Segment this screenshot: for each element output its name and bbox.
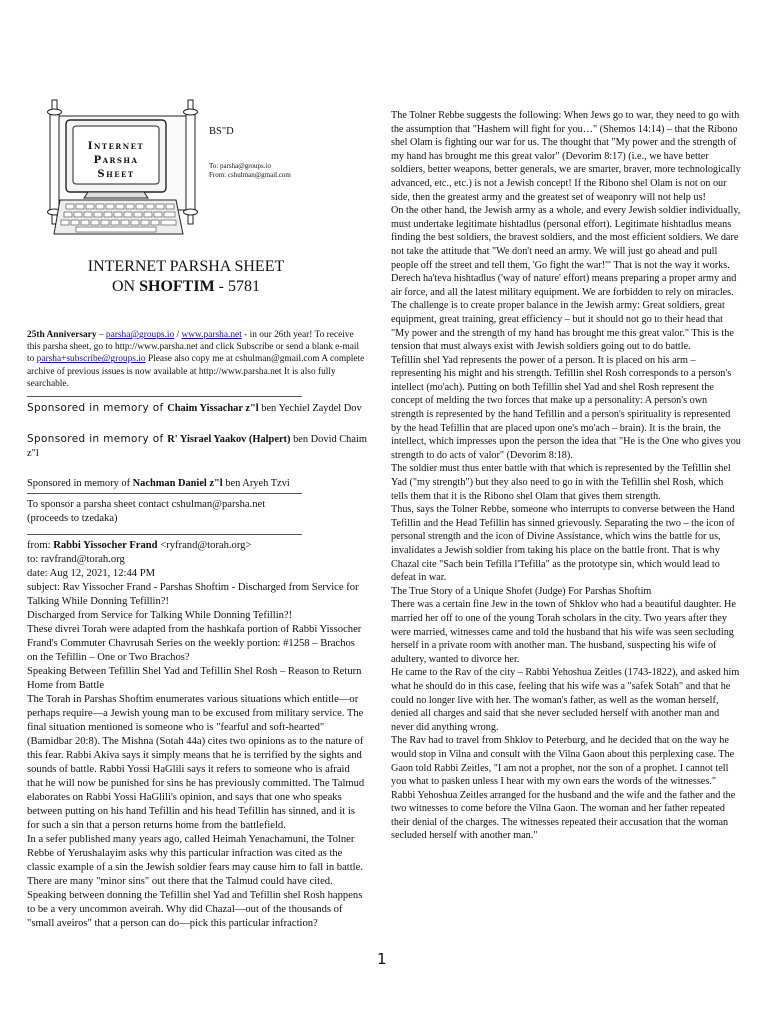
sponsor-1-post: ben Yechiel Zaydel Dov	[258, 403, 362, 415]
divider	[27, 534, 302, 535]
page-number: 1	[377, 950, 387, 968]
divider	[27, 493, 302, 494]
right-paragraph: Tefillin shel Yad represents the power of a person. It is placed on his arm – representing his might and his strength. Tefillin shel Rosh corresponds to a person's intellect (mo'ach). Putting on both Tefillin shel Yad and shel Rosh represent the concept of melding the two forces that make up a personality: A person's own strength is represented by the hand Tefillin and a person's spirituality is represented by the head Tefillin that are placed upon one's mo'ach – brain). It is the brain, the intellect, which impresses upon the person the idea that "He is the One who gives you strength to do acts of valor" (Devorim 8:18).	[391, 354, 741, 461]
proceeds-note: (proceeds to tzedaka)	[27, 513, 118, 525]
title-line-2	[27, 277, 345, 297]
sponsor-contact: To sponsor a parsha sheet contact cshulman@parsha.net	[27, 499, 266, 511]
logo	[46, 92, 201, 240]
logo-line-1: Internet	[87, 141, 145, 152]
email-from-name: Rabbi Yissocher Frand	[53, 540, 158, 552]
title-on: ON	[112, 278, 136, 295]
sponsor-2-post: ben Dovid Chaim z"l	[27, 434, 367, 460]
intro-text-1: - in our 26th year! To receive this parsha sheet, go to http://www.parsha.net and click Subscribe or send a blank e-mail to	[27, 330, 360, 365]
right-paragraph: On the other hand, the Jewish army as a whole, and every Jewish soldier individually, must undertake legitimate hishtadlus (personal effort). Legitimate hishtadlus means finding the best soldiers, the bravest soldiers, and the most efficient soldiers. We dare not take the attitude that "We don't need an army. We will just go ahead and pull people off the street and tell them, 'Go fight the war!'" That is not the way it works. Derech ha'teva hishtadlus ('way of nature' effort) means preparing a proper army and air force, and all the latest military equipment. We are forbidden to rely on miracles.	[391, 205, 741, 298]
email-link[interactable]: parsha@groups.io	[105, 330, 175, 340]
intro-paragraph	[27, 329, 367, 390]
sponsor-1-pre: Sponsored in memory of	[27, 402, 168, 415]
sponsor-2-pre: Sponsored in memory of	[27, 433, 168, 446]
email-from-label: from:	[27, 540, 54, 552]
left-paragraph: Discharged from Service for Talking While Donning Tefillin?!	[27, 610, 293, 622]
email-from-addr: <ryfrand@torah.org>	[157, 540, 252, 552]
divider	[27, 396, 302, 397]
subscribe-link[interactable]: parsha+subscribe@groups.io	[36, 354, 146, 365]
right-paragraph: There was a certain fine Jew in the town of Shklov who had a beautiful daughter. He married her off to one of the young Torah scholars in the city. Two years after they were married, witnesses came and told the husband that his wife was seen secluding herself in a private room with another man. The husband, suspecting his wife of adultery, wanted to divorce her.	[391, 599, 736, 665]
sponsor-2-name: R' Yisrael Yaakov (Halpert)	[167, 434, 291, 446]
intro-text-2: Please also copy me at cshulman@gmail.com A complete archive of previous issues is now available at http://www.parsha.net It is also fully searchable.	[27, 354, 365, 389]
right-paragraph: The challenge is to create proper balance in the Jewish army: Great soldiers, great equipment, great training, great efficiency – but it should not go to their head that "My power and the strength of my hand has brought me this great valor." This is the tension that must always exist with Jewish soldiers going out to do battle.	[391, 300, 734, 353]
bsd-label: BS"D	[209, 126, 234, 137]
right-paragraph: Thus, says the Tolner Rebbe, someone who interrupts to converse between the Hand Tefillin and the Head Tefillin has sinned grievously. Separating the two – the icon of personal strength and the icon of Divine Assistance, which wins the battle for us, invalidates a Jewish soldier from taking his place on the battle front. That is why Chazal cite "Sach bein Tefilla l'Tefilla" as the prototype sin, which would lead to defeat in war.	[391, 504, 735, 584]
web-link[interactable]: www.parsha.net	[181, 330, 242, 340]
email-from	[27, 539, 367, 553]
sponsor-3-pre: Sponsored in memory of	[27, 478, 133, 490]
intro-dash: –	[96, 330, 106, 340]
anniversary-label: 25th Anniversary	[27, 330, 97, 340]
logo-line-3: Sheet	[97, 169, 135, 180]
intro-slash: /	[174, 330, 182, 340]
email-subject: subject: Rav Yissocher Frand - Parshas Shoftim - Discharged from Service for Talking While Donning Tefillin?!	[27, 582, 359, 608]
sponsor-3-post: ben Aryeh Tzvi	[222, 478, 290, 490]
left-paragraph: In a sefer published many years ago, called Heimah Yenachamuni, the Tolner Rebbe of Yerushalayim asks why this particular infraction was cited as the classic example of a sin the Jewish soldier fears may cause him to fall in battle. There are many "minor sins" out there that the Talmud could have cited. Speaking between donning the Tefillin shel Yad and Tefillin shel Rosh happens to be a very uncommon aveirah. Why did Chazal—out of the thousands of "small aveiros" that a person can do—pick this particular infraction?	[27, 834, 363, 930]
right-paragraph: The Rav had to travel from Shklov to Peterburg, and he decided that on the way he would stop in Vilna and consult with the Vilna Gaon about this perplexing case. The Gaon told Rabbi Zeitles, "I am not a prophet, nor the son of a prophet. I cannot tell you what to pasken unless I hear with my own ears the words of the witnesses." Rabbi Yehoshua Zeitles arranged for the husband and the wife and the father and the two witnesses to come before the Vilna Gaon. The woman and her father repeated their denial of the charges. The witnesses repeated their accusation that the woman secluded herself with another man."	[391, 735, 736, 842]
from-line: From: cshulman@gmail.com	[209, 171, 291, 179]
left-paragraph: The Torah in Parshas Shoftim enumerates various situations which entitle—or perhaps require—a Jewish young man to be excused from military service. The final situation mentioned is someone who is "fearful and soft-hearted" (Bamidbar 20:8). The Mishna (Sotah 44a) cites two opinions as to the nature of this fear. Rabbi Akiva says it simply means that he is terrified by the sights and sounds of battle. Rabbi Yossi HaGlili says it refers to someone who is afraid that he will now be punished for sins he has previously committed. The Talmud elaborates on Rabbi Yossi HaGlili's opinion, and says that one who speaks between putting on his hand Tefillin and his head Tefillin has sinned, and it is for such a sin that a person returns home from the battlefield.	[27, 694, 365, 832]
sponsor-3-name: Nachman Daniel z"l	[132, 478, 223, 490]
logo-text	[73, 140, 159, 182]
title-line-1: INTERNET PARSHA SHEET	[87, 258, 285, 275]
title-year: - 5781	[218, 278, 260, 295]
page-title	[27, 257, 345, 297]
section-heading: The True Story of a Unique Shofet (Judge) For Parshas Shoftim	[391, 585, 652, 597]
left-paragraph: Speaking Between Tefillin Shel Yad and Tefillin Shel Rosh – Reason to Return Home from Battle	[27, 666, 362, 692]
to-line: To: parsha@groups.io	[209, 162, 271, 170]
sponsor-2	[27, 432, 367, 461]
sponsor-1-name: Chaim Yissachar z"l	[167, 403, 259, 415]
parsha-name: SHOFTIM	[139, 278, 215, 295]
left-paragraph: These divrei Torah were adapted from the hashkafa portion of Rabbi Yissocher Frand's Commuter Chavrusah Series on the weekly portion: #1258 – Brachos on the Tefillin – One or Two Brachos?	[27, 624, 362, 664]
right-paragraph: He came to the Rav of the city – Rabbi Yehoshua Zeitles (1743-1822), and asked him what he should do in this case, feeling that his wife was a "safek Sotah" and that he could no longer live with her. The woman's father, as well as the woman herself, denied all charges and said that she never secluded herself with another man and never did anything wrong.	[391, 667, 740, 733]
right-paragraph: The Tolner Rebbe suggests the following: When Jews go to war, they need to go with the assumption that "Hashem will fight for you…" (Shemos 14:14) – that the Ribono shel Olam is fighting our war for us. The thought that "My power and the strength of my hand has brought me this great valor" (Devorim 8:17) (i.e., we have better soldiers, better weapons, better generals, we are smarter, braver, more technologically advanced, etc., etc.) is not a Jewish concept! If the Ribono shel Olam is not on our side, then the greatest army and the greatest set of weaponry will not help us!	[391, 110, 741, 203]
sponsor-3	[27, 477, 367, 491]
logo-line-2: Parsha	[93, 155, 139, 166]
email-to: to: ravfrand@torah.org	[27, 554, 125, 566]
right-column	[391, 109, 741, 843]
sponsor-1	[27, 401, 367, 416]
left-column	[27, 329, 367, 931]
email-date: date: Aug 12, 2021, 12:44 PM	[27, 568, 156, 580]
right-paragraph: The soldier must thus enter battle with that which is represented by the Tefillin shel Yad ("my strength") but they also need to go in with the Tefillin shel Rosh, which tells them that it is the Ribono shel Olam that gives them strength.	[391, 463, 731, 502]
